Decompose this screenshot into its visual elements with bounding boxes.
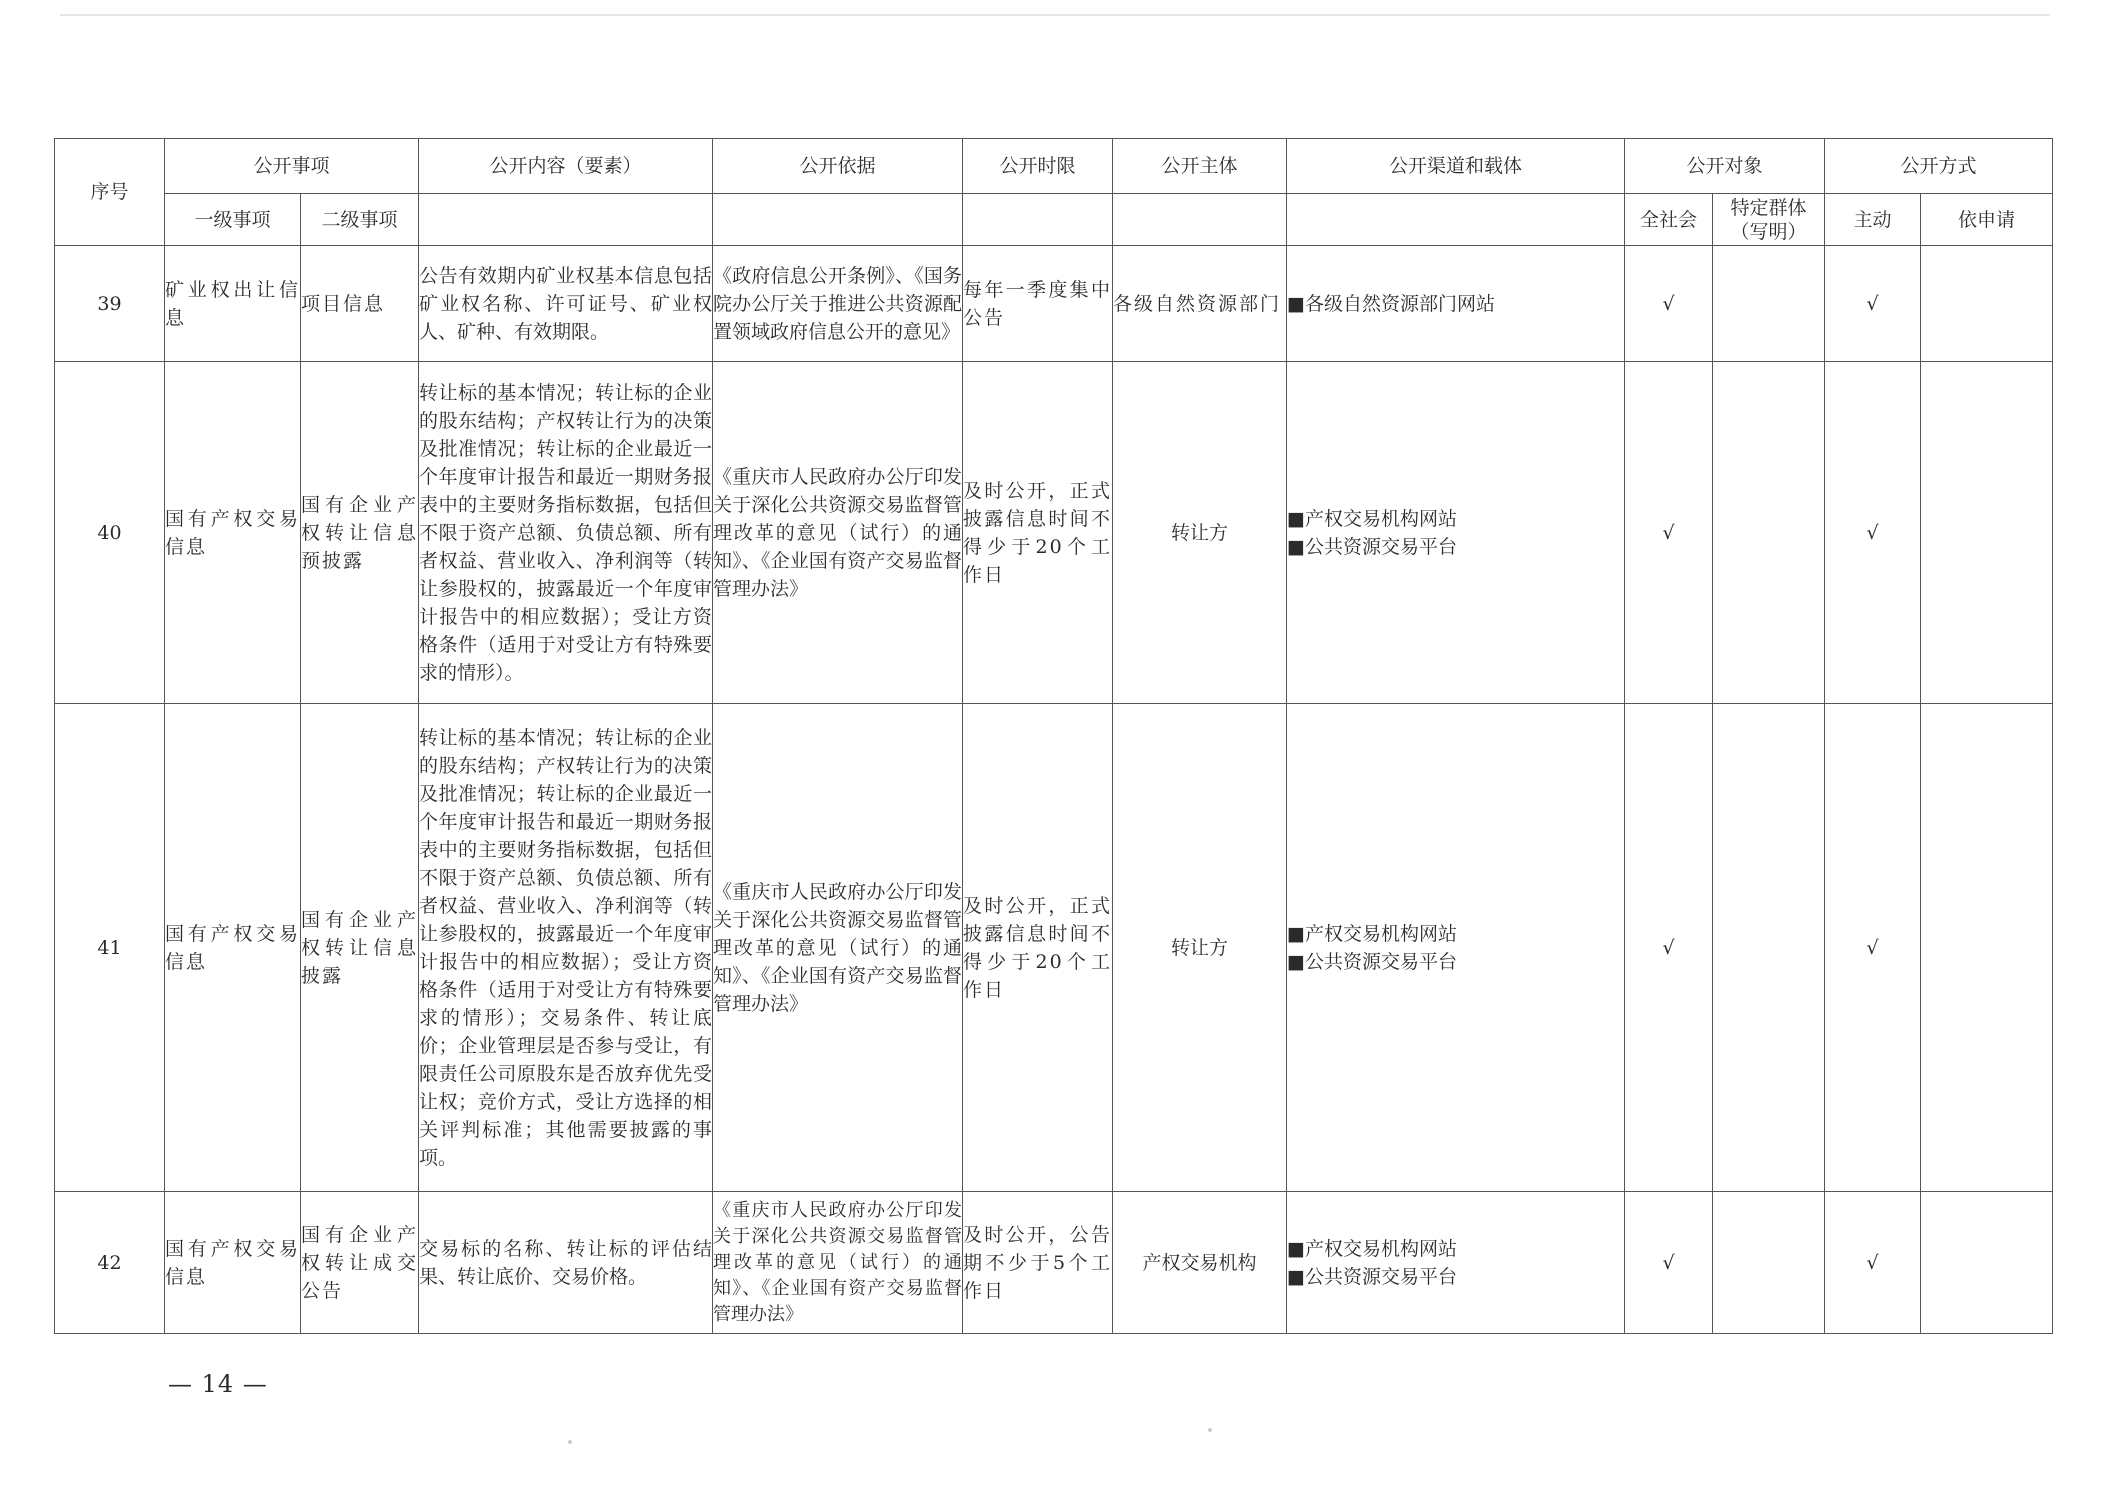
channel-item: ■产权交易机构网站 bbox=[1287, 507, 1457, 530]
header-on-request: 依申请 bbox=[1921, 194, 2053, 246]
row-time-limit: 及时公开，正式披露信息时间不得少于20个工作日 bbox=[963, 362, 1113, 704]
header-item-group: 公开事项 bbox=[165, 139, 419, 194]
header-target-group: 公开对象 bbox=[1625, 139, 1825, 194]
row-seq: 39 bbox=[55, 246, 165, 362]
header-specific-line2: （写明） bbox=[1730, 220, 1807, 243]
header-basis: 公开依据 bbox=[713, 139, 963, 194]
header-content: 公开内容（要素） bbox=[419, 139, 713, 194]
row-society-check: √ bbox=[1625, 362, 1713, 704]
row-specific bbox=[1713, 362, 1825, 704]
channel-item: ■产权交易机构网站 bbox=[1287, 922, 1457, 945]
row-channels bbox=[1287, 246, 1625, 362]
disclosure-table bbox=[54, 138, 2053, 1334]
table-row bbox=[55, 704, 2053, 1192]
header-seq: 序号 bbox=[55, 139, 165, 246]
scan-speck bbox=[1208, 1428, 1212, 1432]
row-content: 公告有效期内矿业权基本信息包括矿业权名称、许可证号、矿业权人、矿种、有效期限。 bbox=[419, 246, 713, 362]
header-society: 全社会 bbox=[1625, 194, 1713, 246]
row-active-check: √ bbox=[1825, 704, 1921, 1192]
row-level2: 国有企业产权转让信息披露 bbox=[301, 704, 419, 1192]
scan-speck bbox=[568, 1440, 572, 1444]
row-channels bbox=[1287, 1192, 1625, 1334]
row-basis: 《重庆市人民政府办公厅印发关于深化公共资源交易监督管理改革的意见（试行）的通知》、《企业国有资产交易监督管理办法》 bbox=[713, 704, 963, 1192]
header-blank-cell bbox=[713, 194, 963, 246]
row-specific bbox=[1713, 1192, 1825, 1334]
row-level1: 矿业权出让信息 bbox=[165, 246, 301, 362]
header-level1: 一级事项 bbox=[165, 194, 301, 246]
row-society-check: √ bbox=[1625, 1192, 1713, 1334]
row-subject: 转让方 bbox=[1113, 704, 1287, 1192]
row-on-request bbox=[1921, 246, 2053, 362]
table-row bbox=[55, 362, 2053, 704]
channel-item: ■公共资源交易平台 bbox=[1287, 535, 1457, 558]
header-subject: 公开主体 bbox=[1113, 139, 1287, 194]
table-row bbox=[55, 1192, 2053, 1334]
header-channel: 公开渠道和载体 bbox=[1287, 139, 1625, 194]
header-blank-cell bbox=[419, 194, 713, 246]
row-content: 转让标的基本情况；转让标的企业的股东结构；产权转让行为的决策及批准情况；转让标的企业最近一个年度审计报告和最近一期财务报表中的主要财务指标数据，包括但不限于资产总额、负债总额、所有者权益、营业收入、净利润等（转让参股权的，披露最近一个年度审计报告中的相应数据）；受让方资格条件（适用于对受让方有特殊要求的情形）；交易条件、转让底价；企业管理层是否参与受让，有限责任公司原股东是否放弃优先受让权；竞价方式，受让方选择的相关评判标准；其他需要披露的事项。 bbox=[419, 704, 713, 1192]
header-specific-line1: 特定群体 bbox=[1730, 196, 1807, 219]
header-blank-cell bbox=[1287, 194, 1625, 246]
row-level2: 国有企业产权转让信息预披露 bbox=[301, 362, 419, 704]
header-blank-cell bbox=[1113, 194, 1287, 246]
row-content: 转让标的基本情况；转让标的企业的股东结构；产权转让行为的决策及批准情况；转让标的企业最近一个年度审计报告和最近一期财务报表中的主要财务指标数据，包括但不限于资产总额、负债总额、所有者权益、营业收入、净利润等（转让参股权的，披露最近一个年度审计报告中的相应数据）；受让方资格条件（适用于对受让方有特殊要求的情形）。 bbox=[419, 362, 713, 704]
row-level2: 项目信息 bbox=[301, 246, 419, 362]
row-on-request bbox=[1921, 1192, 2053, 1334]
row-level1: 国有产权交易信息 bbox=[165, 704, 301, 1192]
row-subject: 各级自然资源部门 bbox=[1113, 246, 1287, 362]
row-level1: 国有产权交易信息 bbox=[165, 362, 301, 704]
row-content: 交易标的名称、转让标的评估结果、转让底价、交易价格。 bbox=[419, 1192, 713, 1334]
scan-edge-line bbox=[60, 14, 2050, 16]
header-specific bbox=[1713, 194, 1825, 246]
header-active: 主动 bbox=[1825, 194, 1921, 246]
row-active-check: √ bbox=[1825, 362, 1921, 704]
header-blank-cell bbox=[963, 194, 1113, 246]
row-specific bbox=[1713, 704, 1825, 1192]
channel-item: ■各级自然资源部门网站 bbox=[1287, 292, 1495, 315]
row-on-request bbox=[1921, 362, 2053, 704]
row-subject: 产权交易机构 bbox=[1113, 1192, 1287, 1334]
row-specific bbox=[1713, 246, 1825, 362]
table-row bbox=[55, 246, 2053, 362]
row-level2: 国有企业产权转让成交公告 bbox=[301, 1192, 419, 1334]
channel-item: ■公共资源交易平台 bbox=[1287, 1265, 1457, 1288]
row-channels bbox=[1287, 704, 1625, 1192]
row-subject: 转让方 bbox=[1113, 362, 1287, 704]
header-time-limit: 公开时限 bbox=[963, 139, 1113, 194]
row-channels bbox=[1287, 362, 1625, 704]
row-society-check: √ bbox=[1625, 704, 1713, 1192]
channel-item: ■产权交易机构网站 bbox=[1287, 1237, 1457, 1260]
row-active-check: √ bbox=[1825, 246, 1921, 362]
row-seq: 41 bbox=[55, 704, 165, 1192]
header-row-2 bbox=[55, 194, 2053, 246]
row-time-limit: 及时公开，正式披露信息时间不得少于20个工作日 bbox=[963, 704, 1113, 1192]
row-basis: 《重庆市人民政府办公厅印发关于深化公共资源交易监督管理改革的意见（试行）的通知》、《企业国有资产交易监督管理办法》 bbox=[713, 1192, 963, 1334]
row-seq: 42 bbox=[55, 1192, 165, 1334]
header-level2: 二级事项 bbox=[301, 194, 419, 246]
row-level1: 国有产权交易信息 bbox=[165, 1192, 301, 1334]
row-society-check: √ bbox=[1625, 246, 1713, 362]
row-on-request bbox=[1921, 704, 2053, 1192]
row-basis: 《政府信息公开条例》、《国务院办公厅关于推进公共资源配置领域政府信息公开的意见》 bbox=[713, 246, 963, 362]
channel-item: ■公共资源交易平台 bbox=[1287, 950, 1457, 973]
header-method-group: 公开方式 bbox=[1825, 139, 2053, 194]
row-time-limit: 及时公开，公告期不少于5个工作日 bbox=[963, 1192, 1113, 1334]
header-row-1 bbox=[55, 139, 2053, 194]
row-seq: 40 bbox=[55, 362, 165, 704]
row-basis: 《重庆市人民政府办公厅印发关于深化公共资源交易监督管理改革的意见（试行）的通知》、《企业国有资产交易监督管理办法》 bbox=[713, 362, 963, 704]
page-number: — 14 — bbox=[168, 1370, 268, 1398]
row-active-check: √ bbox=[1825, 1192, 1921, 1334]
row-time-limit: 每年一季度集中公告 bbox=[963, 246, 1113, 362]
